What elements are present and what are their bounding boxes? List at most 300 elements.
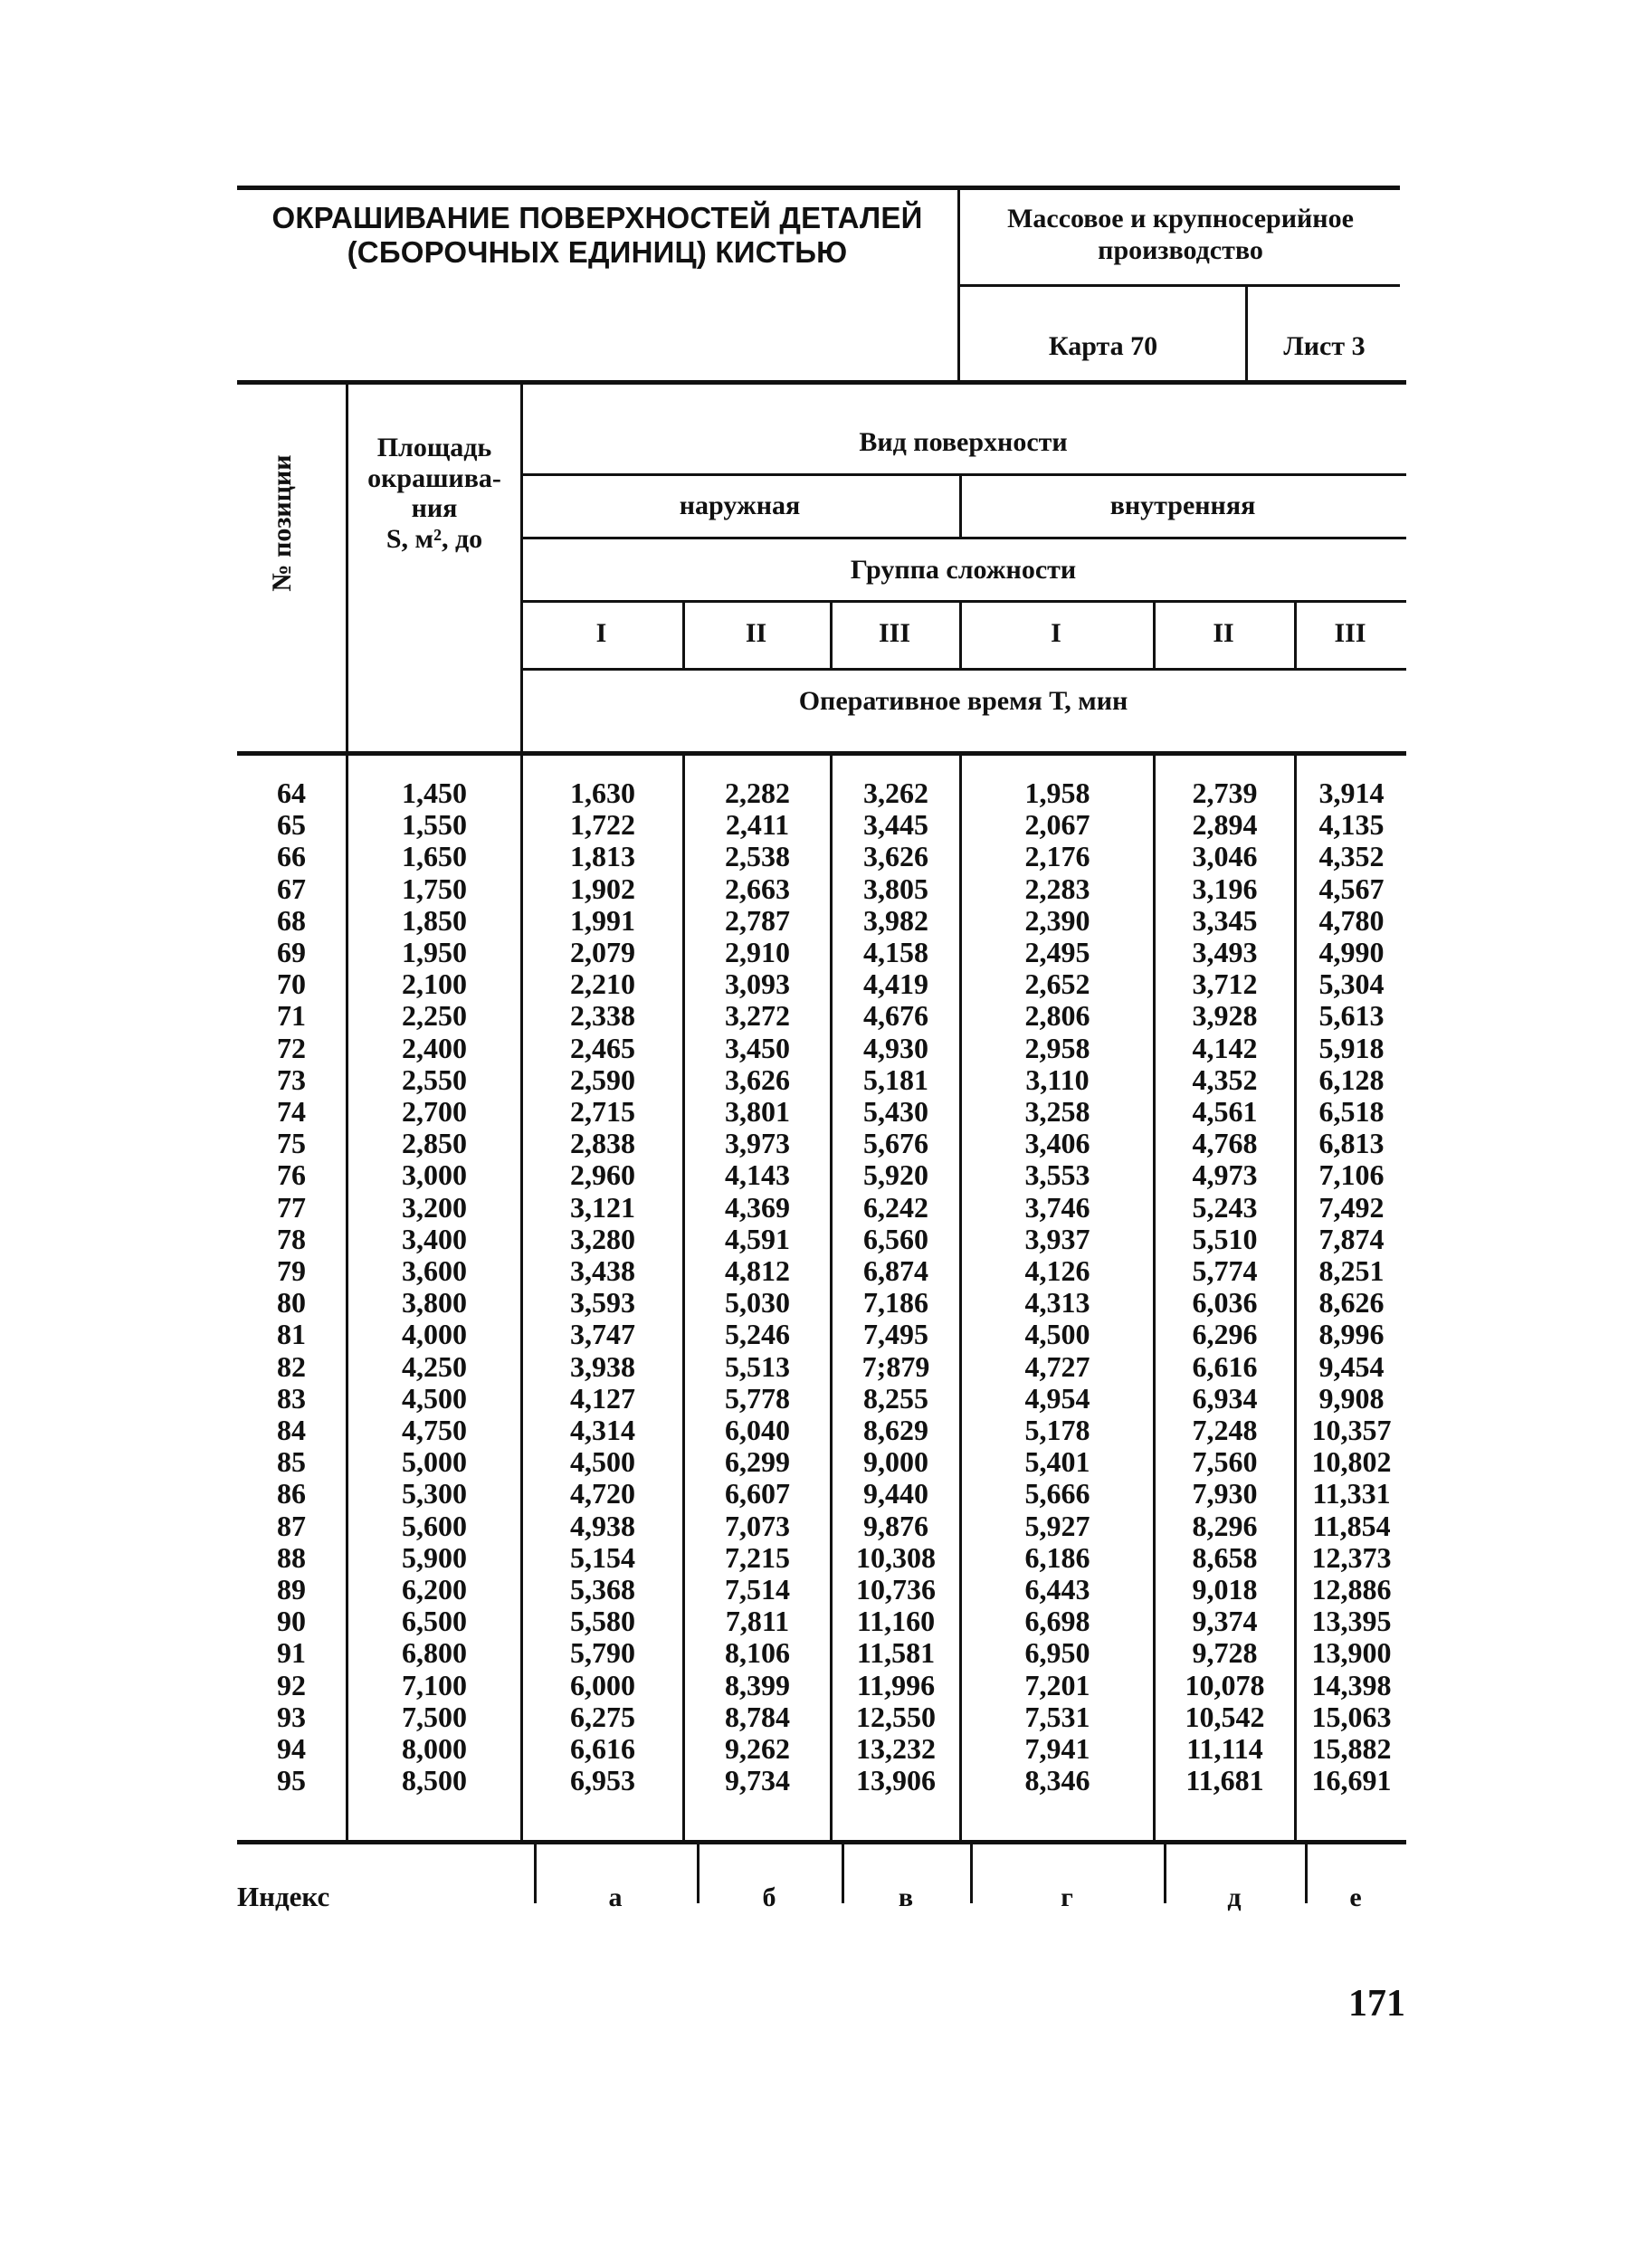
cell-outer-1: 1,813 [570, 840, 635, 873]
cell-inner-1: 2,067 [1024, 808, 1090, 842]
cell-outer-1: 4,500 [570, 1445, 635, 1479]
cell-position: 86 [277, 1477, 306, 1510]
cell-inner-2: 3,196 [1192, 872, 1258, 905]
cell-inner-2: 11,114 [1186, 1732, 1263, 1765]
table-header-top-rule [237, 380, 1406, 385]
cell-inner-2: 9,728 [1192, 1636, 1258, 1670]
cell-inner-3: 5,918 [1318, 1031, 1385, 1064]
cell-inner-2: 7,560 [1192, 1445, 1258, 1479]
cell-inner-2: 10,078 [1185, 1668, 1265, 1701]
cell-outer-2: 7,811 [725, 1605, 790, 1638]
cell-area: 7,100 [402, 1668, 467, 1701]
cell-inner-1: 2,283 [1024, 872, 1090, 905]
cell-inner-1: 5,927 [1024, 1509, 1090, 1542]
cell-inner-3: 10,357 [1311, 1414, 1392, 1446]
cell-area: 5,600 [402, 1509, 467, 1542]
cell-inner-3: 6,128 [1318, 1063, 1385, 1096]
cell-inner-2: 3,046 [1192, 840, 1258, 873]
cell-inner-3: 13,395 [1311, 1605, 1392, 1638]
cell-outer-2: 3,626 [725, 1063, 790, 1096]
cell-position: 87 [277, 1509, 306, 1542]
cell-outer-3: 11,581 [856, 1636, 936, 1670]
cell-inner-2: 5,774 [1192, 1254, 1258, 1287]
cell-outer-2: 6,607 [725, 1477, 790, 1510]
cell-outer-2: 2,282 [725, 777, 790, 809]
cell-inner-1: 4,126 [1024, 1254, 1090, 1287]
groups-rule [520, 668, 1406, 671]
cell-outer-2: 5,513 [725, 1349, 790, 1383]
cell-inner-1: 7,941 [1024, 1732, 1090, 1765]
cell-area: 2,550 [402, 1063, 467, 1096]
cell-outer-3: 8,255 [863, 1381, 928, 1415]
cell-outer-3: 5,430 [863, 1095, 928, 1128]
cell-inner-2: 3,928 [1192, 999, 1258, 1033]
cell-outer-2: 3,801 [725, 1095, 790, 1128]
cell-area: 1,850 [402, 903, 467, 937]
cell-outer-3: 11,160 [856, 1605, 936, 1638]
cell-inner-1: 4,954 [1024, 1381, 1090, 1415]
cell-inner-1: 4,313 [1024, 1286, 1090, 1320]
cell-inner-3: 8,996 [1318, 1318, 1385, 1351]
cell-inner-2: 7,930 [1192, 1477, 1258, 1510]
page-number: 171 [1348, 1983, 1405, 2025]
cell-outer-3: 3,982 [863, 903, 928, 937]
cell-position: 80 [277, 1286, 306, 1320]
cell-inner-3: 5,304 [1318, 967, 1385, 1001]
cell-area: 6,800 [402, 1636, 467, 1670]
cell-outer-2: 5,246 [725, 1318, 790, 1351]
table-bottom-rule [237, 1840, 1406, 1844]
cell-outer-3: 4,930 [863, 1031, 928, 1064]
cell-outer-1: 2,465 [570, 1031, 635, 1064]
cell-outer-3: 6,560 [863, 1222, 928, 1255]
cell-inner-1: 3,258 [1024, 1095, 1090, 1128]
cell-inner-1: 5,178 [1024, 1414, 1090, 1446]
complexity-group-header: Группа сложности [850, 555, 1077, 585]
cell-inner-3: 7,874 [1318, 1222, 1385, 1255]
cell-outer-2: 3,093 [725, 967, 790, 1001]
cell-inner-2: 10,542 [1185, 1700, 1265, 1733]
cell-inner-3: 4,780 [1318, 903, 1385, 937]
cell-outer-1: 3,747 [570, 1318, 635, 1351]
cell-inner-2: 4,973 [1192, 1158, 1258, 1192]
cell-area: 2,100 [402, 967, 467, 1001]
inner-surface-header: внутренняя [1109, 491, 1256, 520]
cell-position: 95 [277, 1764, 306, 1797]
cell-position: 79 [277, 1254, 306, 1287]
card-sheet-divider [1245, 284, 1248, 380]
cell-position: 77 [277, 1190, 306, 1224]
cell-outer-2: 3,973 [725, 1127, 790, 1160]
cell-position: 73 [277, 1063, 306, 1096]
cell-outer-3: 10,308 [856, 1540, 936, 1574]
cell-inner-3: 12,373 [1311, 1540, 1392, 1574]
cell-inner-1: 2,806 [1024, 999, 1090, 1033]
cell-inner-3: 11,331 [1312, 1477, 1391, 1510]
cell-inner-3: 9,908 [1318, 1381, 1385, 1415]
cell-outer-3: 13,906 [856, 1764, 936, 1797]
cell-outer-2: 2,538 [725, 840, 790, 873]
cell-area: 6,200 [402, 1573, 467, 1606]
production-line-2: производство [1098, 234, 1263, 265]
cell-inner-1: 6,950 [1024, 1636, 1090, 1670]
cell-inner-3: 12,886 [1311, 1573, 1392, 1606]
cell-area: 7,500 [402, 1700, 467, 1733]
cell-outer-2: 4,143 [725, 1158, 790, 1192]
cell-area: 2,250 [402, 999, 467, 1033]
cell-inner-2: 4,352 [1192, 1063, 1258, 1096]
cell-inner-3: 9,454 [1318, 1349, 1385, 1383]
cell-inner-2: 4,561 [1192, 1095, 1258, 1128]
cell-inner-2: 4,768 [1192, 1127, 1258, 1160]
cell-outer-2: 8,784 [725, 1700, 790, 1733]
cell-position: 71 [277, 999, 306, 1033]
cell-position: 74 [277, 1095, 306, 1128]
production-type [961, 204, 1400, 266]
cell-area: 3,600 [402, 1254, 467, 1287]
cell-inner-1: 5,401 [1024, 1445, 1090, 1479]
cell-inner-3: 4,352 [1318, 840, 1385, 873]
cell-inner-3: 13,900 [1311, 1636, 1392, 1670]
cell-outer-1: 3,593 [570, 1286, 635, 1320]
cell-outer-1: 4,720 [570, 1477, 635, 1510]
cell-inner-2: 4,142 [1192, 1031, 1258, 1064]
cell-outer-1: 2,338 [570, 999, 635, 1033]
cell-inner-3: 15,063 [1311, 1700, 1392, 1733]
cell-inner-3: 11,854 [1312, 1509, 1391, 1542]
cell-inner-3: 4,990 [1318, 936, 1385, 968]
cell-outer-3: 10,736 [856, 1573, 936, 1606]
cell-inner-1: 3,746 [1024, 1190, 1090, 1224]
card-number: Карта 70 [1048, 331, 1158, 361]
document-title [237, 201, 957, 270]
cell-inner-1: 4,500 [1024, 1318, 1090, 1351]
cell-position: 83 [277, 1381, 306, 1415]
cell-outer-3: 6,242 [863, 1190, 928, 1224]
cell-inner-1: 2,390 [1024, 903, 1090, 937]
cell-outer-3: 5,181 [863, 1063, 928, 1096]
production-line-1: Массовое и крупносерийное [1007, 204, 1354, 233]
cell-inner-2: 7,248 [1192, 1414, 1258, 1446]
cell-position: 88 [277, 1540, 306, 1574]
cell-position: 67 [277, 872, 306, 905]
cell-inner-1: 6,698 [1024, 1605, 1090, 1638]
cell-inner-3: 14,398 [1311, 1668, 1392, 1701]
cell-outer-2: 9,262 [725, 1732, 790, 1765]
cell-outer-3: 3,626 [863, 840, 928, 873]
cell-inner-3: 15,882 [1311, 1732, 1392, 1765]
top-rule [237, 186, 1400, 190]
cell-outer-2: 2,787 [725, 903, 790, 937]
group-header-inner-1: I [1051, 618, 1061, 648]
cell-inner-1: 2,652 [1024, 967, 1090, 1001]
cell-outer-1: 5,790 [570, 1636, 635, 1670]
area-header-line-2: окрашива- [367, 462, 501, 493]
cell-outer-1: 2,838 [570, 1127, 635, 1160]
complexity-rule [520, 600, 1406, 603]
cell-inner-3: 4,567 [1318, 872, 1385, 905]
cell-inner-1: 5,666 [1024, 1477, 1090, 1510]
cell-outer-2: 7,514 [725, 1573, 790, 1606]
cell-inner-2: 8,658 [1192, 1540, 1258, 1574]
index-letter-b: б [762, 1882, 776, 1912]
cell-inner-2: 8,296 [1192, 1509, 1258, 1542]
cell-position: 72 [277, 1031, 306, 1064]
cell-inner-2: 3,712 [1192, 967, 1258, 1001]
cell-outer-3: 9,876 [863, 1509, 928, 1542]
cell-position: 84 [277, 1414, 306, 1446]
cell-outer-2: 6,299 [725, 1445, 790, 1479]
cell-area: 2,400 [402, 1031, 467, 1064]
index-letter-d: д [1227, 1882, 1242, 1912]
cell-inner-1: 6,186 [1024, 1540, 1090, 1574]
cell-area: 8,500 [402, 1764, 467, 1797]
cell-inner-2: 5,510 [1192, 1222, 1258, 1255]
cell-outer-1: 3,121 [570, 1190, 635, 1224]
cell-inner-2: 3,345 [1192, 903, 1258, 937]
cell-outer-1: 2,715 [570, 1095, 635, 1128]
cell-outer-3: 4,158 [863, 936, 928, 968]
cell-inner-2: 6,036 [1192, 1286, 1258, 1320]
cell-outer-3: 3,262 [863, 777, 928, 809]
index-letter-a: а [608, 1882, 623, 1912]
group-header-inner-2: II [1213, 618, 1234, 648]
cell-area: 4,250 [402, 1349, 467, 1383]
cell-position: 82 [277, 1349, 306, 1383]
cell-outer-1: 6,275 [570, 1700, 635, 1733]
cell-outer-3: 9,000 [863, 1445, 928, 1479]
cell-inner-2: 6,934 [1192, 1381, 1258, 1415]
cell-inner-3: 4,135 [1318, 808, 1385, 842]
cell-inner-1: 4,727 [1024, 1349, 1090, 1383]
sheet-number: Лист 3 [1283, 331, 1366, 361]
cell-inner-3: 7,492 [1318, 1190, 1385, 1224]
cell-outer-1: 3,938 [570, 1349, 635, 1383]
cell-area: 4,750 [402, 1414, 467, 1446]
cell-area: 3,200 [402, 1190, 467, 1224]
cell-outer-2: 2,663 [725, 872, 790, 905]
cell-outer-2: 2,411 [725, 808, 790, 842]
cell-inner-3: 10,802 [1311, 1445, 1392, 1479]
cell-outer-1: 2,590 [570, 1063, 635, 1096]
cell-area: 6,500 [402, 1605, 467, 1638]
header-divider [957, 186, 960, 380]
cell-inner-2: 9,018 [1192, 1573, 1258, 1606]
cell-inner-1: 3,937 [1024, 1222, 1090, 1255]
cell-position: 68 [277, 903, 306, 937]
cell-position: 65 [277, 808, 306, 842]
cell-outer-3: 11,996 [856, 1668, 936, 1701]
cell-inner-3: 6,518 [1318, 1095, 1385, 1128]
cell-outer-1: 6,953 [570, 1764, 635, 1797]
cell-outer-3: 9,440 [863, 1477, 928, 1510]
cell-outer-2: 4,812 [725, 1254, 790, 1287]
cell-position: 76 [277, 1158, 306, 1192]
cell-position: 81 [277, 1318, 306, 1351]
cell-inner-1: 1,958 [1024, 777, 1090, 809]
cell-outer-1: 6,616 [570, 1732, 635, 1765]
cell-inner-1: 3,110 [1025, 1063, 1090, 1096]
cell-outer-2: 5,778 [725, 1381, 790, 1415]
cell-outer-1: 2,079 [570, 936, 635, 968]
cell-position: 85 [277, 1445, 306, 1479]
cell-position: 94 [277, 1732, 306, 1765]
cell-outer-3: 13,232 [856, 1732, 936, 1765]
cell-position: 92 [277, 1668, 306, 1701]
cell-area: 3,800 [402, 1286, 467, 1320]
cell-outer-2: 3,450 [725, 1031, 790, 1064]
cell-inner-2: 2,894 [1192, 808, 1258, 842]
cell-outer-3: 4,676 [863, 999, 928, 1033]
cell-position: 64 [277, 777, 306, 809]
cell-outer-3: 8,629 [863, 1414, 928, 1446]
header-bottom-rule [237, 751, 1406, 756]
cell-area: 3,000 [402, 1158, 467, 1192]
cell-area: 4,500 [402, 1381, 467, 1415]
cell-outer-1: 6,000 [570, 1668, 635, 1701]
cell-inner-1: 2,958 [1024, 1031, 1090, 1064]
cell-area: 1,750 [402, 872, 467, 905]
area-header-line-1: Площадь [376, 433, 492, 462]
cell-outer-3: 6,874 [863, 1254, 928, 1287]
cell-outer-1: 1,991 [570, 903, 635, 937]
cell-inner-3: 6,813 [1318, 1127, 1385, 1160]
cell-position: 93 [277, 1700, 306, 1733]
operative-time-header: Оперативное время Т, мин [798, 686, 1128, 716]
cell-area: 1,450 [402, 777, 467, 809]
cell-outer-1: 1,902 [570, 872, 635, 905]
group-header-outer-1: I [595, 618, 607, 648]
cell-outer-1: 1,630 [570, 777, 635, 809]
outer-surface-header: наружная [679, 491, 801, 520]
cell-inner-2: 9,374 [1192, 1605, 1258, 1638]
cell-inner-1: 6,443 [1024, 1573, 1090, 1606]
cell-area: 8,000 [402, 1732, 467, 1765]
surface-type-header: Вид поверхности [859, 427, 1068, 457]
cell-outer-3: 5,676 [863, 1127, 928, 1160]
cell-outer-1: 4,938 [570, 1509, 635, 1542]
cell-outer-3: 4,419 [863, 967, 928, 1001]
group-header-outer-3: III [878, 618, 911, 648]
cell-outer-2: 2,910 [725, 936, 790, 968]
cell-outer-1: 2,960 [570, 1158, 635, 1192]
cell-inner-2: 5,243 [1192, 1190, 1258, 1224]
cell-area: 1,550 [402, 808, 467, 842]
cell-inner-1: 2,176 [1024, 840, 1090, 873]
cell-inner-1: 3,553 [1024, 1158, 1090, 1192]
position-number-header: № позиции [267, 454, 297, 592]
area-header-line-3: ния [411, 493, 458, 524]
cell-outer-1: 1,722 [570, 808, 635, 842]
cell-outer-3: 3,805 [863, 872, 928, 905]
cell-outer-3: 7,186 [863, 1286, 928, 1320]
cell-position: 89 [277, 1573, 306, 1606]
area-header [348, 433, 520, 554]
cell-position: 90 [277, 1605, 306, 1638]
cell-outer-3: 3,445 [863, 808, 928, 842]
cell-inner-3: 3,914 [1318, 777, 1385, 809]
cell-outer-3: 12,550 [856, 1700, 936, 1733]
cell-inner-2: 2,739 [1192, 777, 1258, 809]
cell-inner-3: 7,106 [1318, 1158, 1385, 1192]
cell-inner-3: 8,251 [1318, 1254, 1385, 1287]
cell-position: 70 [277, 967, 306, 1001]
cell-inner-1: 2,495 [1024, 936, 1090, 968]
cell-outer-3: 7,495 [863, 1318, 928, 1351]
cell-area: 5,000 [402, 1445, 467, 1479]
cell-inner-3: 8,626 [1318, 1286, 1385, 1320]
index-label: Индекс [237, 1881, 330, 1912]
cell-inner-1: 3,406 [1024, 1127, 1090, 1160]
cell-area: 2,700 [402, 1095, 467, 1128]
cell-area: 1,650 [402, 840, 467, 873]
index-letter-g: г [1061, 1882, 1073, 1912]
cell-outer-2: 5,030 [725, 1286, 790, 1320]
cell-outer-1: 3,280 [570, 1222, 635, 1255]
cell-outer-2: 7,215 [725, 1540, 790, 1574]
cell-inner-2: 6,296 [1192, 1318, 1258, 1351]
cell-inner-1: 7,531 [1024, 1700, 1090, 1733]
index-letter-v: в [898, 1882, 914, 1912]
outer-inner-rule [520, 537, 1406, 539]
cell-outer-2: 7,073 [725, 1509, 790, 1542]
cell-inner-2: 6,616 [1192, 1349, 1258, 1383]
cell-outer-2: 9,734 [725, 1764, 790, 1797]
cell-position: 91 [277, 1636, 306, 1670]
group-header-outer-2: II [745, 618, 767, 648]
cell-inner-2: 11,681 [1185, 1764, 1264, 1797]
cell-area: 3,400 [402, 1222, 467, 1255]
cell-area: 5,300 [402, 1477, 467, 1510]
cell-outer-1: 5,154 [570, 1540, 635, 1574]
cell-position: 69 [277, 936, 306, 968]
surface-type-rule [520, 473, 1406, 476]
cell-area: 5,900 [402, 1540, 467, 1574]
cell-outer-2: 4,591 [725, 1222, 790, 1255]
cell-inner-1: 7,201 [1024, 1668, 1090, 1701]
cell-outer-2: 4,369 [725, 1190, 790, 1224]
cell-inner-2: 3,493 [1192, 936, 1258, 968]
cell-outer-1: 3,438 [570, 1254, 635, 1287]
cell-position: 75 [277, 1127, 306, 1160]
title-line-1: ОКРАШИВАНИЕ ПОВЕРХНОСТЕЙ ДЕТАЛЕЙ [271, 201, 923, 234]
cell-inner-3: 5,613 [1318, 999, 1385, 1033]
area-header-line-4: S, м², до [385, 523, 483, 554]
cell-position: 66 [277, 840, 306, 873]
cell-outer-1: 5,368 [570, 1573, 635, 1606]
cell-area: 2,850 [402, 1127, 467, 1160]
header-production-rule [957, 284, 1400, 287]
cell-outer-3: 5,920 [863, 1158, 928, 1192]
cell-outer-1: 4,127 [570, 1381, 635, 1415]
cell-position: 78 [277, 1222, 306, 1255]
title-line-2: (СБОРОЧНЫХ ЕДИНИЦ) КИСТЬЮ [347, 234, 848, 269]
cell-inner-1: 8,346 [1024, 1764, 1090, 1797]
cell-outer-3: 7;879 [861, 1349, 930, 1383]
group-header-inner-3: III [1334, 618, 1366, 648]
cell-outer-1: 2,210 [570, 967, 635, 1001]
index-letter-e: е [1349, 1882, 1362, 1912]
cell-outer-2: 3,272 [725, 999, 790, 1033]
cell-inner-3: 16,691 [1311, 1764, 1392, 1797]
cell-outer-2: 8,399 [725, 1668, 790, 1701]
cell-outer-2: 6,040 [725, 1414, 790, 1446]
cell-area: 1,950 [402, 936, 467, 968]
cell-outer-1: 5,580 [570, 1605, 635, 1638]
cell-outer-2: 8,106 [725, 1636, 790, 1670]
cell-area: 4,000 [402, 1318, 467, 1351]
cell-outer-1: 4,314 [570, 1414, 635, 1446]
